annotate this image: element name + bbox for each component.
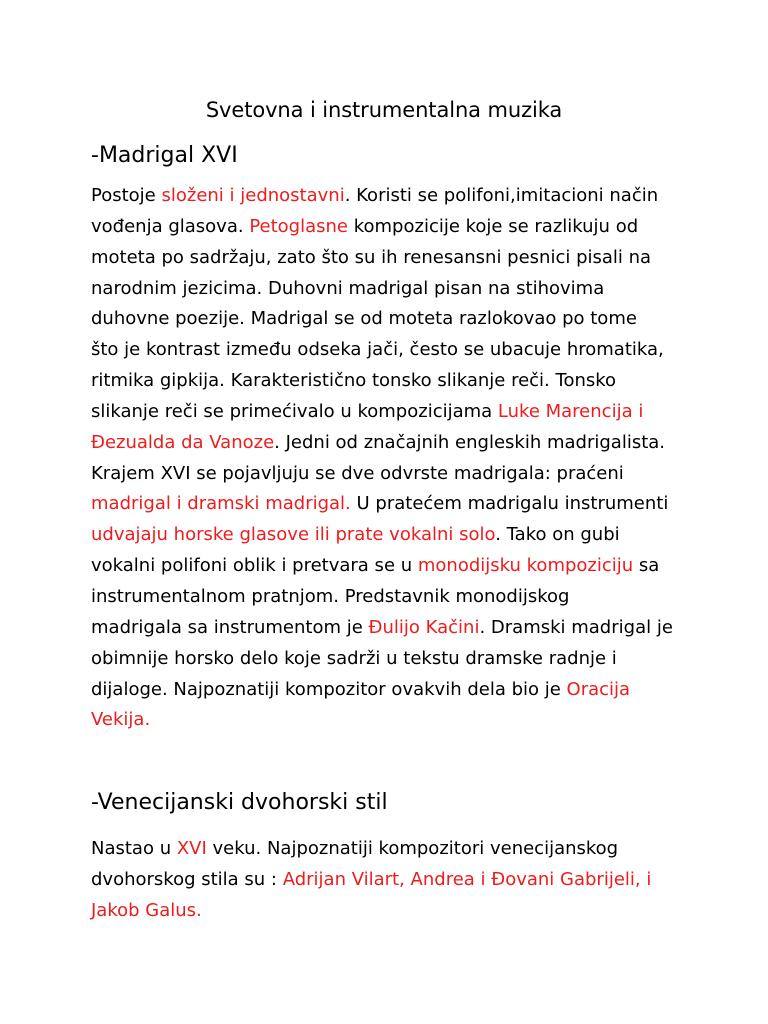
body-text: madrigala sa instrumentom je <box>91 616 369 638</box>
text-line <box>91 243 691 274</box>
body-text: . Koristi se polifoni,imitacioni način <box>344 185 659 206</box>
body-text: kompozicije koje se razlikuju od <box>348 215 639 237</box>
text-line <box>91 428 691 459</box>
body-text: Postoje <box>91 185 162 206</box>
section-paragraph-madrigal <box>91 181 691 736</box>
body-text: dijaloge. Najpoznatiji kompozitor ovakvih dela bio je <box>91 678 567 700</box>
highlighted-text: Adrijan Vilart, Andrea i Đovani Gabrijeli, i <box>282 868 652 890</box>
highlighted-text: Oracija <box>566 678 631 700</box>
highlighted-text: Vekija. <box>91 709 151 731</box>
body-text: obimnije horsko delo koje sadrži u tekstu dramske radnje i <box>91 647 617 669</box>
text-line <box>91 212 691 243</box>
text-line <box>91 551 691 582</box>
body-text: veku. Najpoznatiji kompozitori venecijanskog <box>206 838 619 859</box>
text-line <box>91 181 691 212</box>
body-text: vođenja glasova. <box>91 215 250 237</box>
body-text: instrumentalnom pratnjom. Predstavnik monodijskog <box>91 585 570 607</box>
body-text: slikanje reči se primećivalo u kompozicijama <box>91 400 498 422</box>
text-line <box>91 644 691 675</box>
document-title: Svetovna i instrumentalna muzika <box>205 98 563 122</box>
highlighted-text: složeni i jednostavni <box>161 185 345 206</box>
text-line <box>91 489 691 520</box>
highlighted-text: Luke Marencija i <box>497 400 644 422</box>
body-text: Nastao u <box>91 838 177 859</box>
body-text: ritmika gipkija. Karakteristično tonsko slikanje reči. Tonsko <box>91 370 617 392</box>
text-line <box>91 459 691 490</box>
text-line <box>91 582 691 613</box>
body-text: vokalni polifoni oblik i pretvara se u <box>91 555 418 577</box>
body-text: što je kontrast između odseka jači, često se ubacuje hromatika, <box>91 339 664 361</box>
highlighted-text: udvajaju horske glasove ili prate vokalni solo <box>91 524 496 546</box>
body-text: sa <box>633 555 660 577</box>
highlighted-text: Đulijo Kačini <box>368 616 480 638</box>
body-text: . Dramski madrigal je <box>479 616 673 638</box>
text-line <box>91 335 691 366</box>
text-line <box>91 366 691 397</box>
highlighted-text: XVI <box>176 838 207 859</box>
highlighted-text: Petoglasne <box>249 215 348 237</box>
highlighted-text: monodijsku kompoziciju <box>417 555 634 577</box>
body-text: . Jedni od značajnih engleskih madrigalista. <box>274 431 666 453</box>
highlighted-text: Jakob Galus. <box>91 899 202 921</box>
body-text: . Tako on gubi <box>495 524 620 546</box>
text-line <box>91 397 691 428</box>
body-text: U pratećem madrigalu instrumenti <box>350 493 669 515</box>
body-text: moteta po sadržaju, zato što su ih renesansni pesnici pisali na <box>91 246 652 268</box>
section-heading-venecijanski: -Venecijanski dvohorski stil <box>91 790 388 815</box>
text-line <box>91 865 691 896</box>
text-line <box>91 834 691 865</box>
highlighted-text: madrigal i dramski madrigal. <box>91 493 351 515</box>
body-text: duhovne poezije. Madrigal se od moteta razlokovao po tome <box>91 308 637 330</box>
section-heading-madrigal: -Madrigal XVI <box>91 143 238 168</box>
body-text: dvohorskog stila su : <box>91 868 283 890</box>
highlighted-text: Đezualda da Vanoze <box>91 431 275 453</box>
body-text: narodnim jezicima. Duhovni madrigal pisan na stihovima <box>91 277 605 299</box>
text-line <box>91 896 691 927</box>
text-line <box>91 675 691 706</box>
body-text: Krajem XVI se pojavljuju se dve odvrste madrigala: praćeni <box>91 462 624 484</box>
text-line <box>91 274 691 305</box>
section-paragraph-venecijanski <box>91 834 691 927</box>
text-line <box>91 705 691 736</box>
text-line <box>91 613 691 644</box>
text-line <box>91 304 691 335</box>
text-line <box>91 520 691 551</box>
